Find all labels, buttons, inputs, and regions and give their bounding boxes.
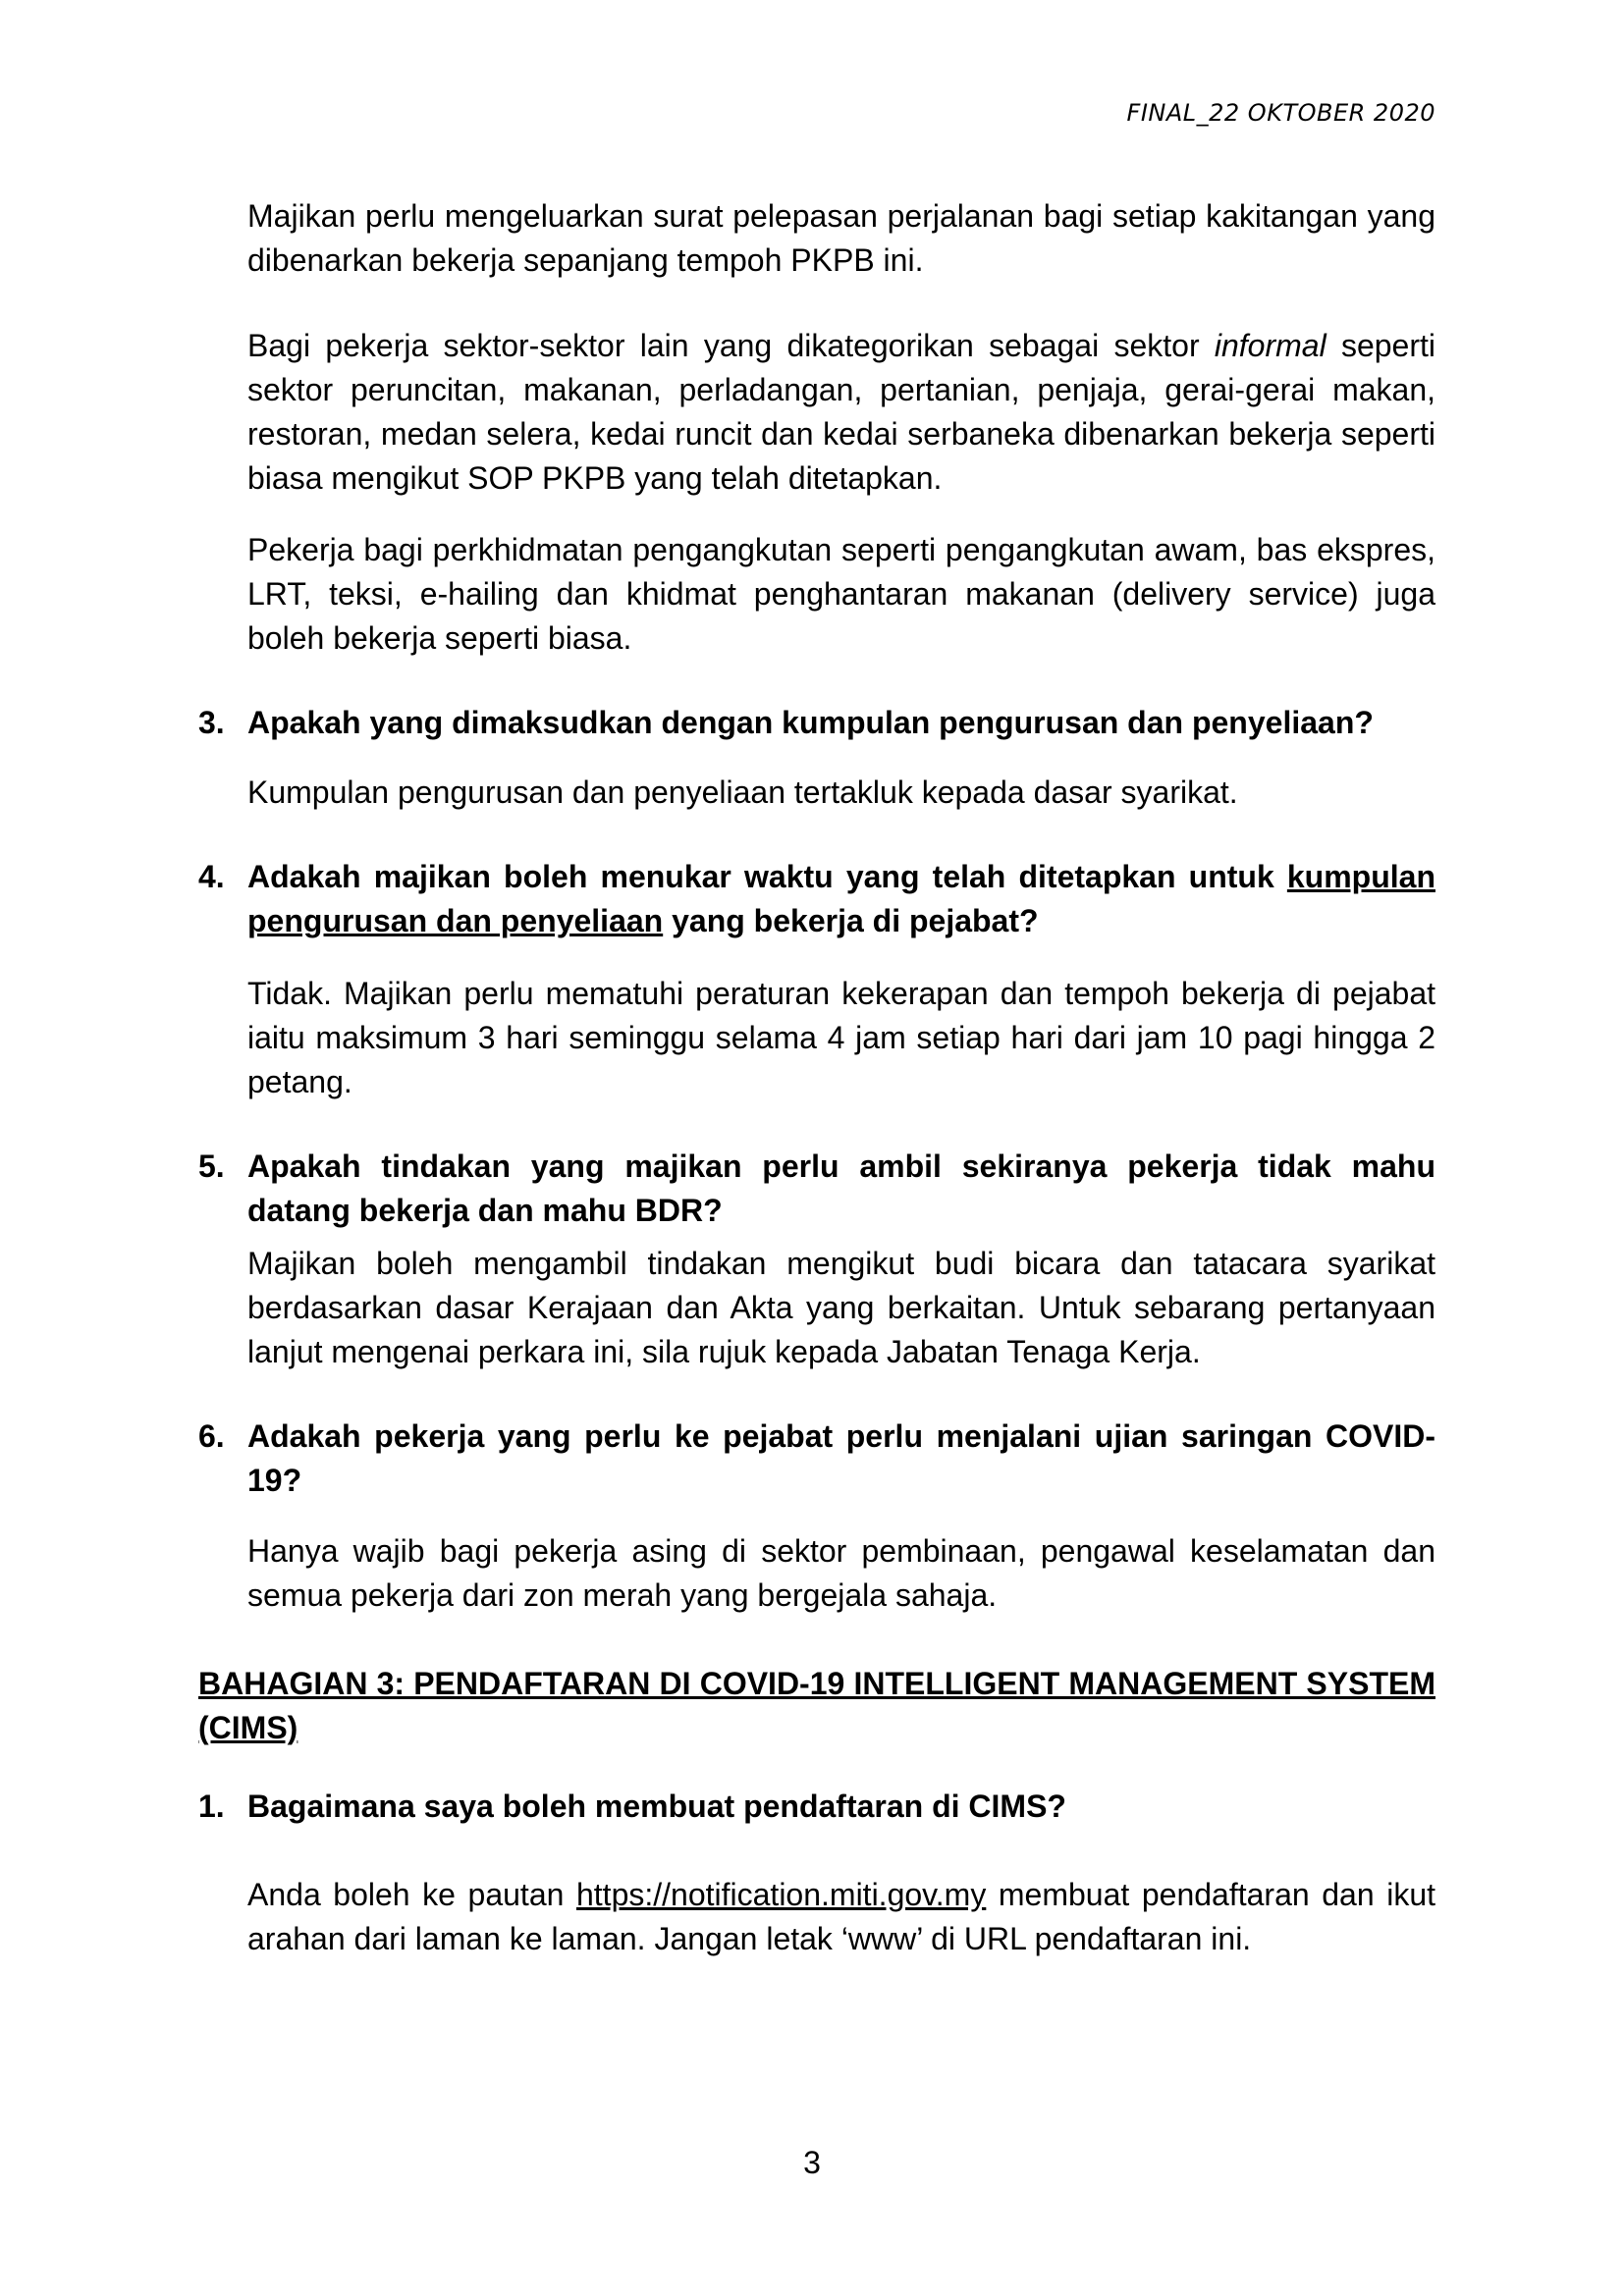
question-4 — [198, 855, 1435, 943]
question-text: Apakah tindakan yang majikan perlu ambil sekiranya pekerja tidak mahu datang bekerja dan mahu BDR? — [247, 1148, 1435, 1228]
answer-6: Hanya wajib bagi pekerja asing di sektor pembinaan, pengawal keselamatan dan semua pekerja dari zon merah yang bergejala sahaja. — [247, 1533, 1435, 1613]
answer-3: Kumpulan pengurusan dan penyeliaan tertakluk kepada dasar syarikat. — [247, 774, 1238, 810]
question-number: 5. — [198, 1148, 225, 1184]
question-number: 3. — [198, 705, 225, 740]
paragraph-informal-sector — [247, 324, 1435, 501]
question-5 — [198, 1145, 1435, 1233]
question-3 — [198, 701, 1435, 745]
question-4-after: yang bekerja di pejabat? — [663, 903, 1039, 938]
page-number: 3 — [803, 2145, 821, 2180]
question-6 — [198, 1415, 1435, 1503]
section-3-heading: BAHAGIAN 3: PENDAFTARAN DI COVID-19 INTELLIGENT MANAGEMENT SYSTEM (CIMS) — [198, 1666, 1435, 1745]
answer-before-link: Anda boleh ke pautan — [247, 1877, 576, 1912]
question-number: 6. — [198, 1418, 225, 1454]
question-4-underlined: kumpulan pengurusan dan penyeliaan — [247, 859, 1435, 938]
document-version-header: FINAL_22 OKTOBER 2020 — [1126, 99, 1435, 127]
answer-4: Tidak. Majikan perlu mematuhi peraturan kekerapan dan tempoh bekerja di pejabat iaitu maksimum 3 hari seminggu selama 4 jam setiap hari dari jam 10 pagi hingga 2 petang. — [247, 976, 1435, 1099]
section-3-question-1 — [198, 1785, 1435, 1829]
question-text: Apakah yang dimaksudkan dengan kumpulan pengurusan dan penyeliaan? — [247, 705, 1374, 740]
paragraph-travel-letter: Majikan perlu mengeluarkan surat pelepasan perjalanan bagi setiap kakitangan yang dibenarkan bekerja sepanjang tempoh PKPB ini. — [247, 198, 1435, 278]
paragraph-informal-sector-after: seperti sektor peruncitan, makanan, perladangan, pertanian, penjaja, gerai-gerai makan, restoran, medan selera, kedai runcit dan kedai serbaneka dibenarkan bekerja seperti biasa mengikut SOP PKPB yang telah ditetapkan. — [247, 328, 1436, 496]
question-number: 4. — [198, 859, 225, 894]
answer-after-link: membuat pendaftaran dan ikut arahan dari laman ke laman. Jangan letak ‘www’ di URL pendaftaran ini. — [247, 1877, 1435, 1956]
question-4-before: Adakah majikan boleh menukar waktu yang telah ditetapkan untuk — [247, 859, 1287, 894]
paragraph-informal-sector-before: Bagi pekerja sektor-sektor lain yang dikategorikan sebagai sektor — [247, 328, 1215, 363]
paragraph-transport-workers: Pekerja bagi perkhidmatan pengangkutan seperti pengangkutan awam, bas ekspres, LRT, teksi, e-hailing dan khidmat penghantaran makanan (delivery service) juga boleh bekerja seperti biasa. — [247, 532, 1435, 656]
question-number: 1. — [198, 1789, 225, 1824]
section-3-answer-1 — [247, 1873, 1435, 1961]
cims-registration-link[interactable]: https://notification.miti.gov.my — [575, 1877, 987, 1912]
informal-italic-text: informal — [1214, 328, 1326, 363]
question-text: Bagaimana saya boleh membuat pendaftaran di CIMS? — [247, 1789, 1066, 1824]
question-text: Adakah pekerja yang perlu ke pejabat perlu menjalani ujian saringan COVID-19? — [247, 1418, 1435, 1498]
question-text — [247, 855, 1435, 943]
answer-5: Majikan boleh mengambil tindakan mengikut budi bicara dan tatacara syarikat berdasarkan dasar Kerajaan dan Akta yang berkaitan. Untuk sebarang pertanyaan lanjut mengenai perkara ini, sila rujuk kepada Jabatan Tenaga Kerja. — [247, 1246, 1435, 1369]
